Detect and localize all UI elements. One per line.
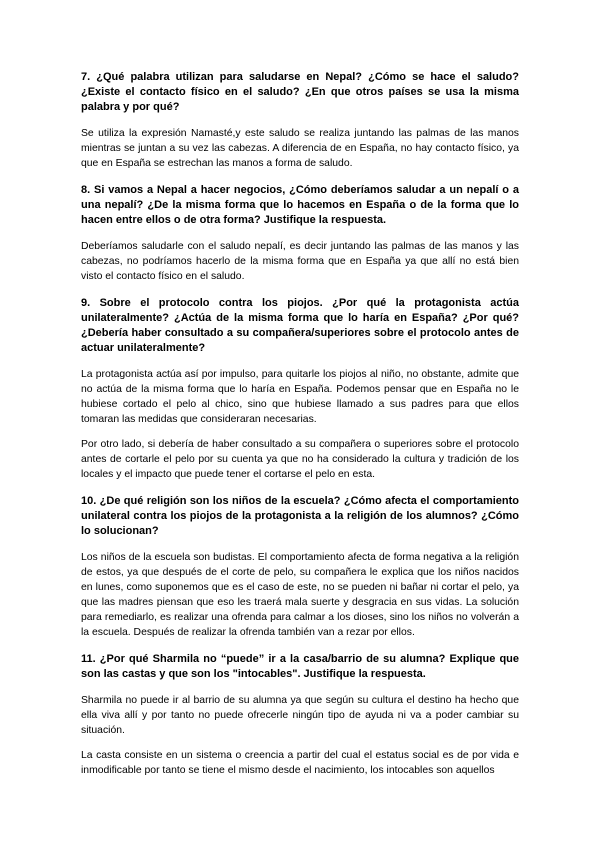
answer-7: Se utiliza la expresión Namasté,y este saludo se realiza juntando las palmas de las manos mientras se juntan a su vez las cabezas. A diferencia de en España, no hay contacto físico, ya que en España se estrechan las manos a forma de saludo. bbox=[81, 128, 519, 169]
answer-11-paragraph-1: Sharmila no puede ir al barrio de su alumna ya que según su cultura el destino ha hecho que ella viva allí y por tanto no puede ofrecerle ningún tipo de ayuda ni va a poder cambiar su situación. bbox=[81, 695, 519, 736]
answer-11-paragraph-2: La casta consiste en un sistema o creencia a partir del cual el estatus social es de por vida e inmodificable por tanto se tiene el mismo desde el nacimiento, los intocables son aquellos bbox=[81, 750, 519, 776]
question-9: 9. Sobre el protocolo contra los piojos. ¿Por qué la protagonista actúa unilateralmente? ¿Actúa de la misma forma que lo haría en España? ¿Por qué? ¿Debería haber consultado a su compañera/superiores sobre el protocolo antes de actuar unilateralmente? bbox=[81, 297, 519, 354]
answer-9-paragraph-2: Por otro lado, si debería de haber consultado a su compañera o superiores sobre el protocolo antes de cortarle el pelo por su cuenta ya que no ha considerado la cultura y tradición de los locales y el impacto que puede tener el cortarse el pelo en esta. bbox=[81, 439, 519, 480]
answer-8: Deberíamos saludarle con el saludo nepalí, es decir juntando las palmas de las manos y las cabezas, no podríamos hacerlo de la misma forma que en España ya que allí no está bien visto el contacto físico en el saludo. bbox=[81, 241, 519, 282]
question-11: 11. ¿Por qué Sharmila no “puede” ir a la casa/barrio de su alumna? Explique que son las castas y que son los "intocables". Justifique la respuesta. bbox=[81, 653, 519, 680]
question-10: 10. ¿De qué religión son los niños de la escuela? ¿Cómo afecta el comportamiento unilateral contra los piojos de la protagonista a la religión de los alumnos? ¿Cómo lo solucionan? bbox=[81, 495, 519, 537]
question-8: 8. Si vamos a Nepal a hacer negocios, ¿Cómo deberíamos saludar a un nepalí o a una nepalí? ¿De la misma forma que lo hacemos en España o de la forma que lo hacen entre ellos o de otra forma? Justifique la respuesta. bbox=[81, 184, 519, 226]
answer-9-paragraph-1: La protagonista actúa así por impulso, para quitarle los piojos al niño, no obstante, admite que no actúa de la misma forma que lo haría en España. Podemos pensar que en España no le hubiese cortado el pelo al chico, sino que hubiese llamado a sus padres para que ellos tomaran las medidas que consideraran necesarias. bbox=[81, 369, 519, 425]
answer-10: Los niños de la escuela son budistas. El comportamiento afecta de forma negativa a la religión de estos, ya que después de el corte de pelo, su compañera le explica que los niños nacidos en lunes, como suponemos que es el caso de este, no se pueden ni bañar ni cortar el pelo, ya que las madres piensan que eso les traerá mala suerte y desgracia en sus vidas. La solución para remediarlo, es realizar una ofrenda para calmar a los dioses, sino los niños no volverán a la escuela. Después de realizar la ofrenda también van a rezar por ellos. bbox=[81, 552, 519, 638]
question-7: 7. ¿Qué palabra utilizan para saludarse en Nepal? ¿Cómo se hace el saludo? ¿Existe el contacto físico en el saludo? ¿En que otros países se usa la misma palabra y por qué? bbox=[81, 71, 519, 113]
